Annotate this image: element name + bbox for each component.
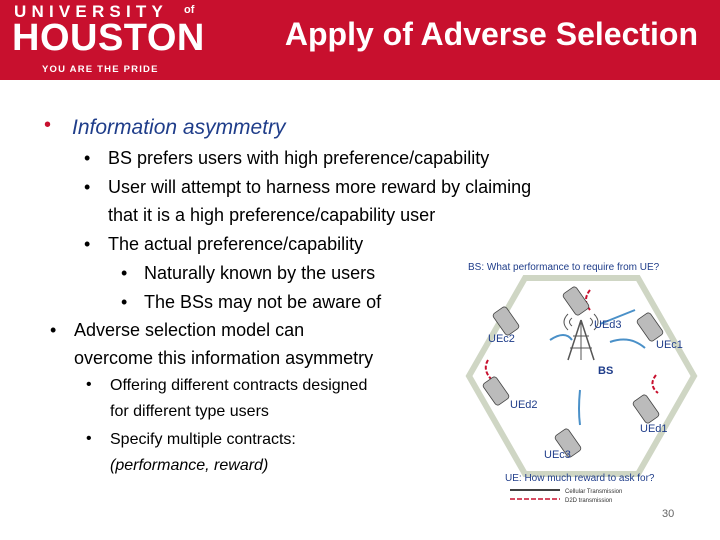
logo-university-text: UNIVERSITY: [14, 2, 169, 21]
bullet-b4-line2: overcome this information asymmetry: [74, 348, 374, 368]
slide-header: [0, 0, 720, 80]
ue-label-uec2: UEc2: [488, 333, 515, 345]
bullet-dot: •: [84, 234, 91, 254]
bullet-b4a-line2: for different type users: [110, 403, 269, 420]
bullet-dot: •: [86, 376, 92, 393]
bullet-dot: •: [44, 114, 52, 136]
bullet-b4a-line1: Offering different contracts designed: [110, 377, 368, 394]
bullet-b3: The actual preference/capability: [108, 234, 364, 254]
legend-d2d-label: D2D transmission: [565, 498, 613, 504]
ue-label-uec3: UEc3: [544, 449, 571, 461]
ue-label-uec1: UEc1: [656, 339, 683, 351]
bs-label: BS: [598, 365, 614, 377]
ue-label-ued3: UEd3: [594, 319, 622, 331]
cellular-arrow: [579, 390, 580, 425]
bullet-b3a: Naturally known by the users: [144, 263, 376, 283]
bullet-dot: •: [50, 320, 57, 340]
bullet-heading: Information asymmetry: [72, 116, 286, 139]
bullet-dot: •: [121, 292, 128, 312]
bullet-dot: •: [121, 263, 128, 283]
bullet-b4-line1: Adverse selection model can: [74, 320, 305, 340]
d2d-arrow: [652, 375, 658, 393]
bullet-b3b: The BSs may not be aware of: [144, 292, 382, 312]
slide-title: Apply of Adverse Selection: [284, 16, 698, 52]
bullet-b4b-line1: Specify multiple contracts:: [110, 431, 296, 448]
d2d-arrow: [486, 360, 492, 380]
bullet-dot: •: [86, 430, 92, 447]
logo-houston-text: HOUSTON: [12, 17, 205, 59]
cellular-arrow: [610, 340, 645, 348]
ue-label-ued2: UEd2: [510, 399, 538, 411]
cellular-arrow: [550, 335, 572, 340]
phone-icon: [482, 286, 664, 458]
logo-of-text: of: [184, 4, 195, 16]
ue-label-ued1: UEd1: [640, 423, 668, 435]
bottom-caption: UE: How much reward to ask for?: [505, 473, 655, 484]
bullet-dot: •: [84, 177, 91, 197]
top-caption: BS: What performance to require from UE?: [468, 262, 660, 273]
bullet-b2-line1: User will attempt to harness more reward by claiming: [108, 177, 532, 197]
university-logo: [0, 0, 212, 80]
bullet-b4b-line2: (performance, reward): [110, 457, 269, 474]
legend-cellular-label: Cellular Transmission: [565, 489, 623, 495]
page-number: 30: [662, 508, 675, 520]
bullet-dot: •: [84, 148, 91, 168]
logo-tagline: YOU ARE THE PRIDE: [42, 64, 159, 75]
bullet-b1: BS prefers users with high preference/capability: [108, 148, 490, 168]
network-diagram: [460, 250, 705, 510]
bullet-b2-line2: that it is a high preference/capability user: [108, 205, 436, 225]
